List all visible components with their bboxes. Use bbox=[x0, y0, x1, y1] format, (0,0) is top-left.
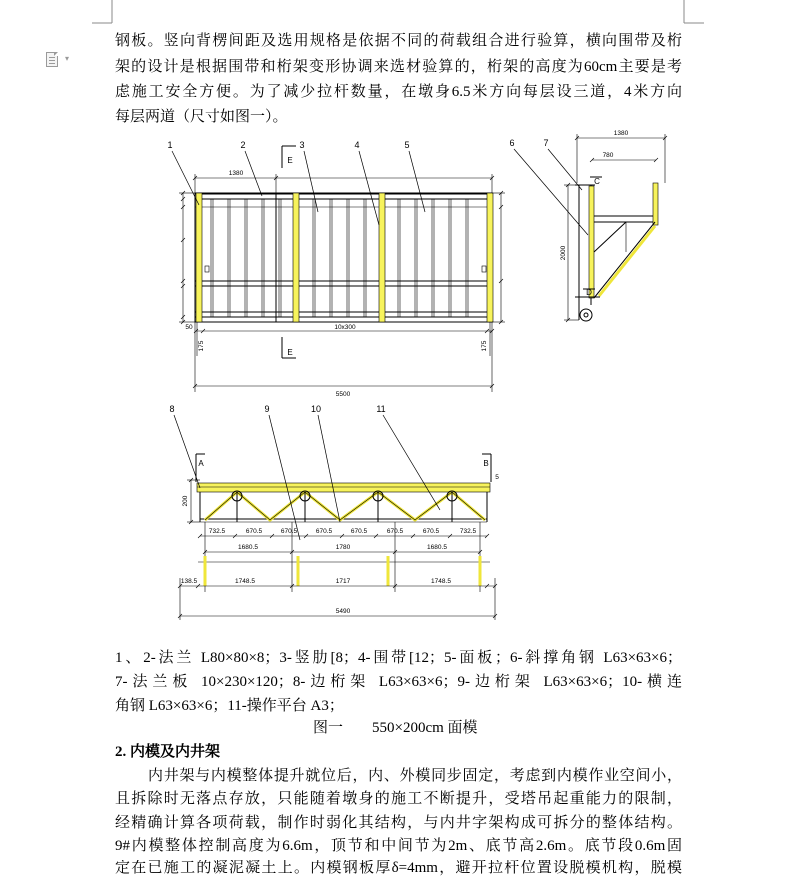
callout-leader-line bbox=[304, 151, 318, 212]
dim-label-bottom: 138.5 bbox=[180, 578, 198, 585]
dim-label-middle: 1680.5 bbox=[238, 544, 258, 551]
section-mark-e-top: E bbox=[287, 156, 293, 165]
front-view-drawing bbox=[172, 146, 505, 392]
page-corner-marks bbox=[92, 0, 704, 23]
dim-label-middle: 1680.5 bbox=[427, 544, 447, 551]
panel-outline bbox=[195, 193, 492, 322]
callout-9: 9 bbox=[264, 404, 270, 414]
guardrail-post-yellow bbox=[653, 183, 658, 225]
callout-4: 4 bbox=[354, 140, 360, 150]
callout-leader-line bbox=[383, 415, 440, 510]
caption-line: 7-法兰板 10×230×120；8-边桁架 L63×63×6；9-边桁架 L63×63×6；10-横连 bbox=[115, 674, 682, 690]
body-line: 内井架与内模整体提升就位后，内、外模同步固定，考虑到内模作业空间小， bbox=[148, 768, 682, 784]
callout-2: 2 bbox=[240, 140, 246, 150]
dim-label-panel: 670.5 bbox=[422, 528, 440, 535]
flange-bar-yellow bbox=[293, 193, 299, 322]
figure-title: 550×200cm 面模 bbox=[372, 720, 478, 736]
diagonal-strut-line bbox=[594, 222, 655, 298]
callout-leader-line bbox=[359, 151, 379, 225]
callout-7: 7 bbox=[543, 138, 549, 148]
truss-diagonal-yellow bbox=[205, 492, 485, 520]
front-view-labels bbox=[167, 140, 488, 398]
intro-line: 架的设计是根据围带和桁架变形协调来选材验算的，桁架的高度为60cm主要是考 bbox=[115, 59, 682, 75]
dim-label-panel: 732.5 bbox=[459, 528, 477, 535]
dim-label-truss-height: 200 bbox=[182, 495, 189, 507]
dim-label-panel: 670.5 bbox=[245, 528, 263, 535]
truss-view-drawing bbox=[174, 415, 497, 620]
flange-bar-yellow bbox=[487, 193, 493, 322]
dim-label-panel: 670.5 bbox=[350, 528, 368, 535]
dim-label-side-height: 2000 bbox=[560, 245, 567, 261]
dim-label-panel: 732.5 bbox=[208, 528, 226, 535]
dim-label-end-right: 175 bbox=[481, 340, 488, 352]
section-mark-note: 5 bbox=[495, 474, 499, 481]
diagonal-strut-yellow bbox=[599, 226, 655, 296]
hinge-pin bbox=[584, 313, 588, 317]
flange-bar-yellow bbox=[379, 193, 385, 322]
callout-leader-line bbox=[174, 415, 200, 488]
top-chord-yellow bbox=[197, 483, 490, 492]
section-heading: 2. 内模及内井架 bbox=[115, 744, 221, 760]
caption-line: 1、2-法兰 L80×80×8；3-竖肋[8；4-围带[12；5-面板；6-斜撑角钢 L63×63×6； bbox=[115, 650, 682, 666]
section-mark-b: B bbox=[483, 459, 489, 468]
section-mark-a: A bbox=[198, 459, 204, 468]
dim-label-side-top: 1380 bbox=[613, 130, 629, 137]
caption-line: 角钢 L63×63×6；11-操作平台 A3； bbox=[115, 698, 344, 714]
intro-line: 每层两道（尺寸如图一）。 bbox=[115, 109, 288, 125]
dim-label-panel: 670.5 bbox=[280, 528, 298, 535]
section-mark-d: D bbox=[586, 288, 592, 297]
flange-bar-yellow bbox=[196, 193, 202, 322]
body-line: 定在已施工的凝泥凝土上。内模钢板厚δ=4mm，避开拉杆位置设脱模机构，脱模 bbox=[115, 860, 682, 876]
dim-label-edge: 50 bbox=[185, 324, 193, 331]
callout-8: 8 bbox=[169, 404, 175, 414]
section-mark-e-bottom: E bbox=[287, 348, 293, 357]
callout-6: 6 bbox=[509, 138, 515, 148]
figure-label: 图一 bbox=[313, 720, 344, 736]
dim-label-end-left: 175 bbox=[198, 340, 205, 352]
callout-10: 10 bbox=[310, 404, 322, 414]
dim-label-bottom: 1717 bbox=[335, 578, 351, 585]
tie-hole-marker bbox=[482, 266, 486, 272]
hinge-wheel bbox=[580, 309, 592, 321]
intro-line: 虑施工安全方便。为了减少拉杆数量，在墩身6.5米方向每层设三道，4米方向 bbox=[115, 84, 682, 100]
intro-line: 钢板。竖向背楞间距及选用规格是依据不同的荷载组合进行验算，横向围带及桁 bbox=[115, 33, 682, 49]
callout-leader-line bbox=[269, 415, 300, 540]
chevron-down-icon[interactable]: ▾ bbox=[65, 54, 70, 63]
dim-label-panel: 670.5 bbox=[386, 528, 404, 535]
dim-label-bottom: 1748.5 bbox=[235, 578, 255, 585]
brace-line bbox=[594, 222, 626, 252]
body-line: 且拆除时无落点存放，只能随着墩身的施工不断提升，受塔吊起重能力的限制， bbox=[115, 791, 682, 807]
dim-label-truss-total: 5490 bbox=[335, 608, 351, 615]
tie-hole-marker bbox=[205, 266, 209, 272]
dim-label-spacing: 10x300 bbox=[334, 324, 356, 331]
dim-label-top: 1380 bbox=[228, 170, 244, 177]
body-line: 9#内模整体控制高度为6.6m，顶节和中间节为2m、底节高2.6m。底节段0.6m固 bbox=[115, 838, 682, 854]
flange-plate-yellow bbox=[589, 186, 594, 298]
callout-leader-line bbox=[245, 151, 262, 196]
dim-label-bottom: 1748.5 bbox=[431, 578, 451, 585]
dim-label-middle: 1780 bbox=[335, 544, 351, 551]
callout-3: 3 bbox=[299, 140, 305, 150]
callout-11: 11 bbox=[376, 404, 386, 414]
dim-label-total: 5500 bbox=[335, 391, 351, 398]
dim-label-panel: 670.5 bbox=[315, 528, 333, 535]
callout-5: 5 bbox=[404, 140, 410, 150]
callout-1: 1 bbox=[167, 140, 173, 150]
section-mark-c: C bbox=[594, 177, 600, 186]
body-line: 经精确计算各项荷载，制作时弱化其结构，与内井字架构成可拆分的整体结构。 bbox=[115, 815, 682, 831]
dim-label-side-inner: 780 bbox=[602, 152, 614, 159]
